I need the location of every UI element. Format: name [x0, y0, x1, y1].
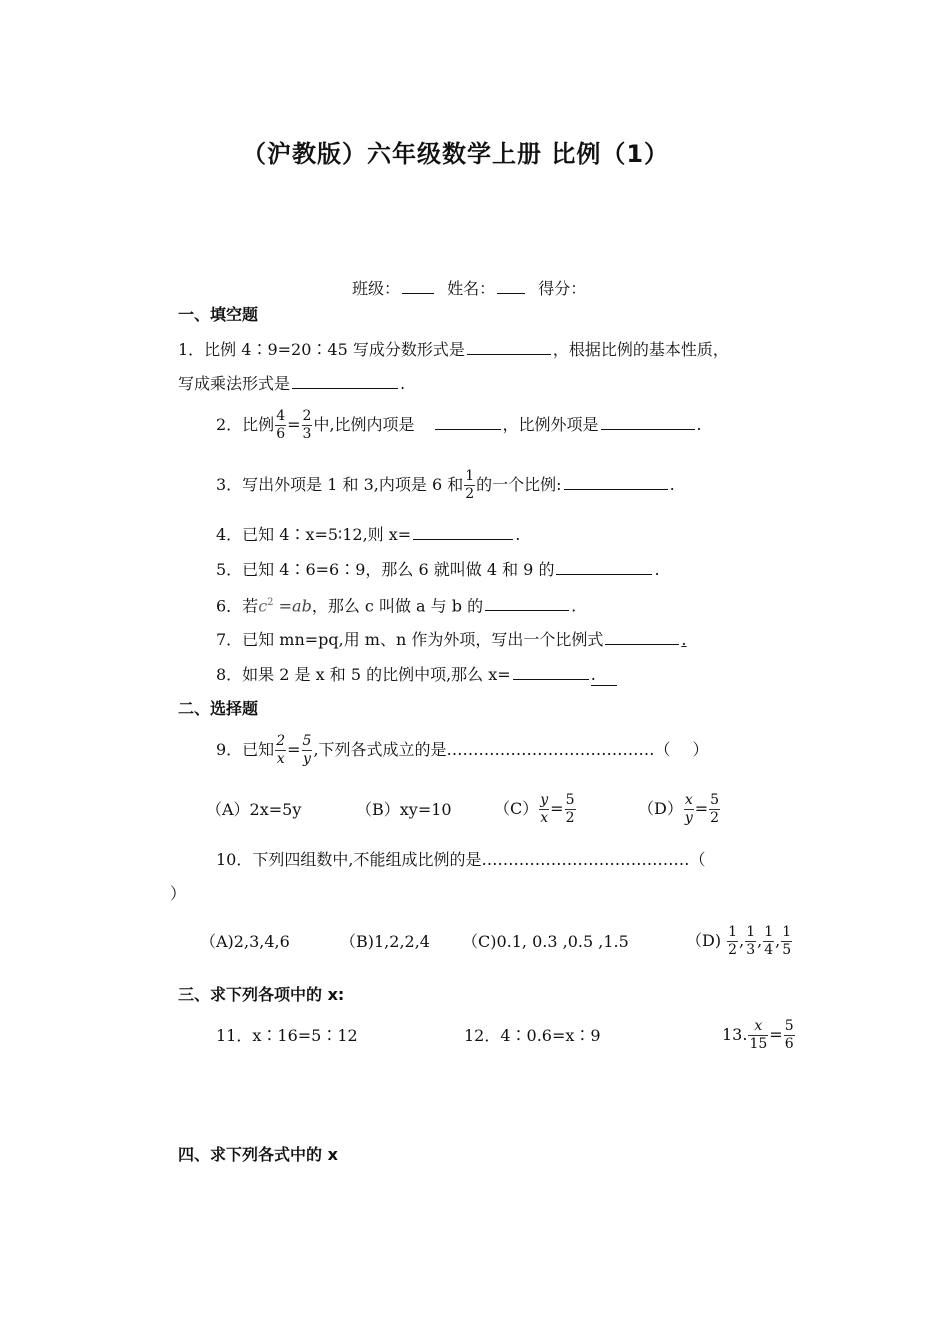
section-4-heading: 四、求下列各式中的 x [178, 1145, 338, 1164]
q9-c-fraction-1 [539, 792, 549, 827]
q7-blank [605, 628, 679, 645]
q5-text: 5．已知 4∶6=6∶9，那么 6 就叫做 4 和 9 的 [216, 560, 555, 579]
q9-d-f1-den: y [684, 810, 693, 826]
student-info [352, 277, 586, 299]
q10-d-fraction [727, 924, 738, 959]
q2-text-2: 中,比例内项是 [313, 415, 415, 434]
question-12: 12．4∶0.6=x∶9 [464, 1026, 601, 1045]
q10-option-d [686, 924, 793, 959]
q4-text: 4．已知 4∶x=5∶12,则 x= [216, 525, 412, 544]
q10-d-fraction [745, 924, 756, 959]
q9-fraction-2 [302, 733, 313, 768]
question-6 [216, 593, 576, 616]
q3-end: . [669, 475, 675, 494]
q9-d-fraction-2 [709, 792, 720, 827]
fraction-denominator: 4 [764, 942, 774, 958]
q2-f1-den: 6 [276, 426, 286, 442]
q2-fraction-2 [302, 408, 313, 443]
q9-c-f2-num: 5 [565, 792, 575, 808]
q13-f1-den: 15 [749, 1036, 768, 1052]
q3-f-den: 2 [465, 486, 475, 502]
q10-d-fractions [726, 924, 793, 958]
q10-option-a: （A)2,3,4,6 [200, 932, 290, 951]
q10-option-c: （C)0.1, 0.3 ,0.5 ,1.5 [462, 932, 629, 951]
score-label: 得分： [538, 279, 587, 298]
q13-fraction-2 [784, 1018, 795, 1053]
question-1 [178, 338, 729, 360]
q9-fraction-1 [275, 733, 286, 768]
fraction-separator: , [739, 931, 745, 950]
name-blank [497, 277, 525, 294]
q13-f2-num: 5 [784, 1018, 794, 1034]
q6-c: c [258, 596, 268, 616]
fraction-numerator: 1 [782, 924, 792, 940]
section-3-heading: 三、求下列各项中的 x: [178, 985, 345, 1004]
question-4 [216, 523, 520, 545]
q10-d-fraction [763, 924, 774, 959]
q6-text: 6．若 [216, 596, 259, 616]
q9-option-c [494, 792, 577, 827]
section-2-heading: 二、选择题 [178, 699, 259, 718]
q2-text: 2．比例 [216, 415, 275, 434]
q6-eq: =ab [273, 596, 312, 616]
q6-sup: 2 [267, 597, 274, 608]
q6-blank [485, 594, 569, 611]
question-1-line-2 [178, 372, 405, 394]
q13-f1-num: x [748, 1018, 768, 1036]
question-9 [216, 733, 709, 768]
q9-d-f2-num: 5 [710, 792, 720, 808]
q2-fraction-1 [275, 408, 286, 443]
q8-text: 8．如果 2 是 x 和 5 的比例中项,那么 x= [216, 665, 511, 684]
q5-blank [556, 558, 652, 575]
q3-text: 3．写出外项是 1 和 3,内项是 6 和 [216, 475, 464, 494]
question-13 [722, 1018, 796, 1053]
q1-blank-1 [467, 338, 551, 355]
question-2 [216, 408, 702, 443]
q2-f2-den: 3 [302, 426, 312, 442]
q2-f1-num: 4 [276, 408, 286, 424]
q1-text-3: 写成乘法形式是 [178, 374, 291, 393]
name-label: 姓名： [447, 279, 496, 298]
class-label: 班级： [352, 279, 401, 298]
q9-c-label: （C） [494, 799, 539, 818]
q2-eq: = [287, 415, 301, 434]
page-title: （沪教版）六年级数学上册 比例（1） [242, 140, 670, 168]
q10-text: 10．下列四组数中,不能组成比例的是…………………………………（ [216, 850, 706, 869]
q7-text: 7．已知 mn=pq,用 m、n 作为外项，写出一个比例式 [216, 630, 604, 649]
q3-text-2: 的一个比例: [476, 475, 562, 494]
q3-blank [564, 473, 668, 490]
q1-blank-2 [292, 372, 398, 389]
fraction-denominator: 3 [746, 942, 756, 958]
q9-f2-den: y [303, 751, 311, 767]
q10-d-label: （D) [686, 931, 722, 950]
q9-f1-num: 2 [276, 733, 286, 749]
q9-f1-den: x [276, 751, 285, 767]
fraction-denominator: 2 [728, 942, 738, 958]
q13-fraction-1 [748, 1018, 768, 1053]
q10-close: ） [170, 884, 187, 903]
q9-f2-num: 5 [302, 733, 312, 749]
q3-fraction [464, 468, 475, 503]
q13-text: 13. [722, 1025, 748, 1044]
q1-text: 1．比例 4∶9=20∶45 写成分数形式是 [178, 340, 465, 359]
q9-option-a: （A）2x=5y [206, 800, 302, 819]
q9-c-f1-num: y [540, 792, 549, 808]
fraction-denominator: 5 [782, 942, 792, 958]
fraction-numerator: 1 [746, 924, 756, 940]
question-7 [216, 628, 686, 650]
q1-end: . [400, 374, 406, 393]
q7-end: . [681, 630, 687, 649]
q4-end: . [515, 525, 521, 544]
q13-eq: = [769, 1025, 783, 1044]
q9-eq: = [287, 740, 301, 759]
q6-text-2: ，那么 c 叫做 a 与 b 的 [311, 596, 484, 616]
q9-d-f1-num: x [684, 792, 693, 808]
q9-d-fraction-1 [684, 792, 694, 827]
q10-option-b: （B)1,2,2,4 [340, 932, 430, 951]
q9-option-b: （B）xy=10 [356, 800, 452, 819]
q1-text-2: ，根据比例的基本性质， [552, 340, 729, 359]
q2-end: . [696, 415, 702, 434]
q9-c-f1-den: x [540, 810, 549, 826]
fraction-numerator: 1 [764, 924, 774, 940]
question-5 [216, 558, 660, 580]
q9-close: ） [692, 740, 709, 759]
class-blank [402, 277, 434, 294]
q2-blank-1 [435, 413, 501, 430]
q9-option-d [638, 792, 721, 827]
q13-f2-den: 6 [784, 1036, 794, 1052]
question-3 [216, 468, 675, 503]
q3-f-num: 1 [465, 468, 475, 484]
q9-c-f2-den: 2 [565, 810, 575, 826]
q9-text: 9．已知 [216, 740, 275, 759]
q9-d-eq: = [694, 799, 709, 818]
fraction-separator: , [757, 931, 763, 950]
q4-blank [413, 523, 513, 540]
q9-d-f2-den: 2 [710, 810, 720, 826]
q9-text-2: ,下列各式成立的是…………………………………（ [313, 740, 671, 759]
question-11: 11．x∶16=5∶12 [216, 1026, 358, 1045]
q2-f2-num: 2 [302, 408, 312, 424]
q6-end: . [571, 596, 577, 616]
q2-blank-2 [601, 413, 695, 430]
q2-text-3: ，比例外项是 [502, 415, 599, 434]
fraction-separator: , [775, 931, 781, 950]
question-10 [216, 850, 705, 870]
q8-end: . [591, 665, 617, 686]
question-8 [216, 663, 617, 686]
q8-blank [513, 663, 589, 680]
q9-c-eq: = [550, 799, 564, 818]
q9-d-label: （D） [638, 799, 683, 818]
section-1-heading: 一、填空题 [178, 305, 259, 324]
q9-c-fraction-2 [565, 792, 576, 827]
fraction-numerator: 1 [728, 924, 738, 940]
q10-d-fraction [781, 924, 792, 959]
q5-end: . [654, 560, 660, 579]
